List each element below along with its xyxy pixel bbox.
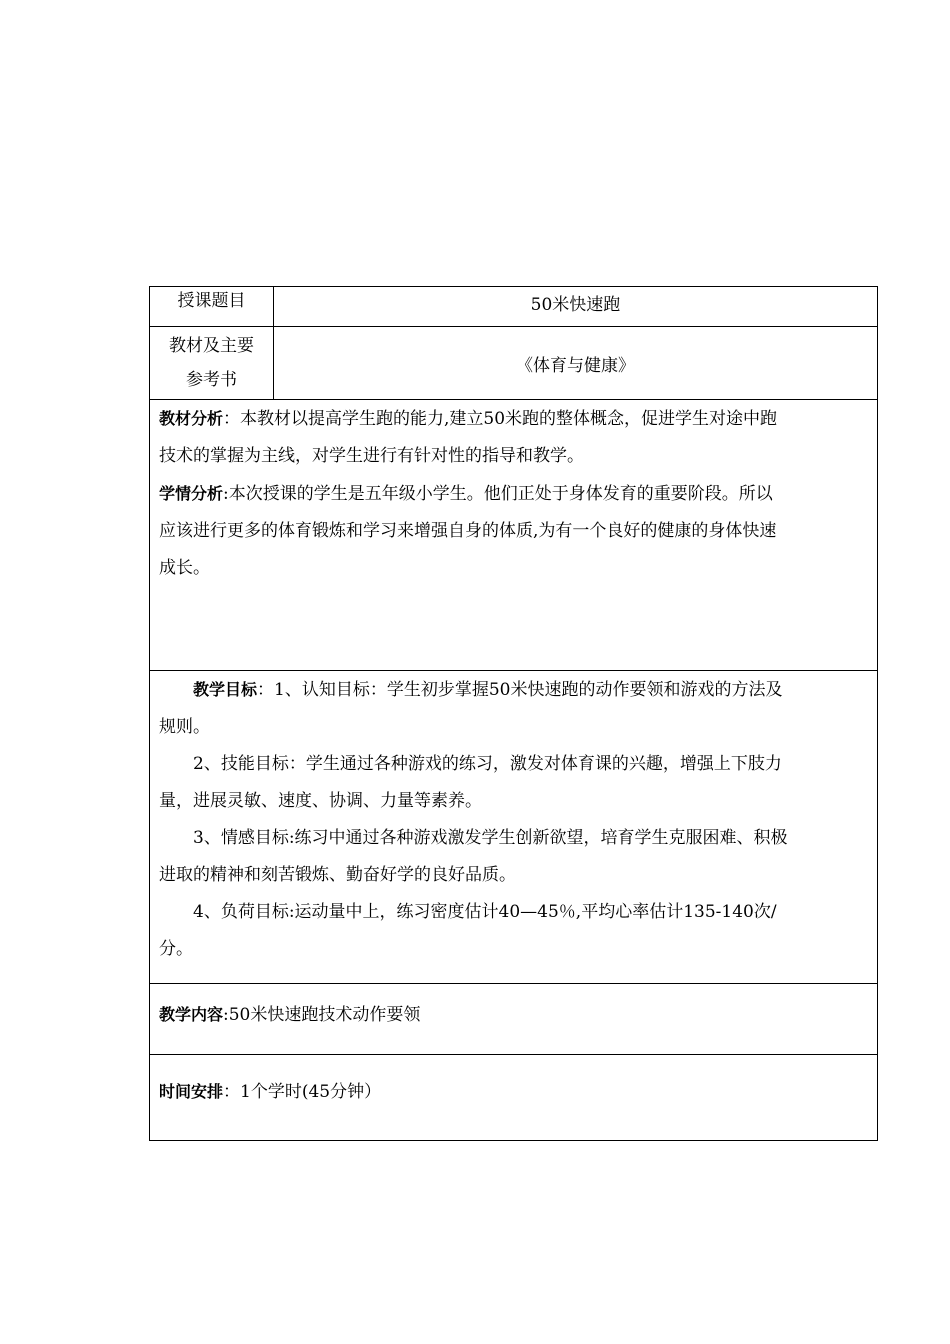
time-label: 时间安排 (159, 1082, 224, 1101)
student-analysis-text-1: :本次授课的学生是五年级小学生。他们正处于身体发育的重要阶段。所以 (223, 484, 773, 504)
goals-label: 教学目标 (193, 680, 258, 699)
student-analysis-line2: 应该进行更多的体育锻炼和学习来增强自身的体质,为有一个良好的健康的身体快速 (159, 521, 777, 541)
reference-book-row (150, 327, 878, 400)
goal-1 (159, 671, 869, 709)
goal-4-line1: 4、负荷目标:运动量中上，练习密度估计40—45％,平均心率估计135-140次/ (193, 902, 777, 922)
title-value-cell (274, 287, 878, 327)
content-row (150, 984, 878, 1055)
analysis-row (150, 400, 878, 671)
book-value-cell (274, 327, 878, 400)
content-label: 教学内容 (159, 1005, 224, 1024)
student-analysis-line3: 成长。 (159, 558, 210, 578)
goals-cell (150, 671, 878, 984)
time-cell (150, 1055, 878, 1141)
content-text: :50米快速跑技术动作要领 (223, 1005, 421, 1025)
goal-4-line2: 分。 (159, 939, 193, 959)
material-analysis (159, 400, 869, 438)
time-text: ：1个学时(45分钟） (223, 1082, 382, 1102)
goal-3-line2: 进取的精神和刻苦锻炼、勤奋好学的良好品质。 (159, 865, 516, 885)
goal-2-line1: 2、技能目标：学生通过各种游戏的练习，激发对体育课的兴趣，增强上下肢力 (193, 754, 782, 774)
book-label-line2: 参考书 (186, 370, 237, 390)
goals-row (150, 671, 878, 984)
teaching-content (159, 984, 869, 1034)
goal-3-line1: 3、情感目标:练习中通过各种游戏激发学生创新欲望，培育学生克服困难、积极 (193, 828, 788, 848)
time-row (150, 1055, 878, 1141)
analysis-cell (150, 400, 878, 671)
book-value: 《体育与健康》 (516, 355, 635, 376)
time-arrangement (159, 1055, 869, 1111)
content-cell (150, 984, 878, 1055)
material-analysis-text-1: ：本教材以提高学生跑的能力,建立50米跑的整体概念，促进学生对途中跑 (223, 409, 778, 429)
material-analysis-label: 教材分析 (159, 409, 224, 428)
goal-2-line2: 量，进展灵敏、速度、协调、力量等素养。 (159, 791, 482, 811)
book-label-line1: 教材及主要 (169, 336, 254, 356)
goal-1-text: ：1、认知目标：学生初步掌握50米快速跑的动作要领和游戏的方法及 (257, 680, 783, 700)
student-analysis-label: 学情分析 (159, 484, 224, 503)
title-label: 授课题目 (177, 291, 246, 311)
goal-1-line2: 规则。 (159, 717, 210, 737)
title-row (150, 287, 878, 327)
title-label-cell (150, 287, 274, 327)
title-value: 50米快速跑 (530, 295, 621, 315)
lesson-plan-table (149, 286, 878, 1141)
book-label-cell (150, 327, 274, 400)
material-analysis-line2: 技术的掌握为主线，对学生进行有针对性的指导和教学。 (159, 446, 584, 466)
student-analysis (159, 475, 869, 513)
